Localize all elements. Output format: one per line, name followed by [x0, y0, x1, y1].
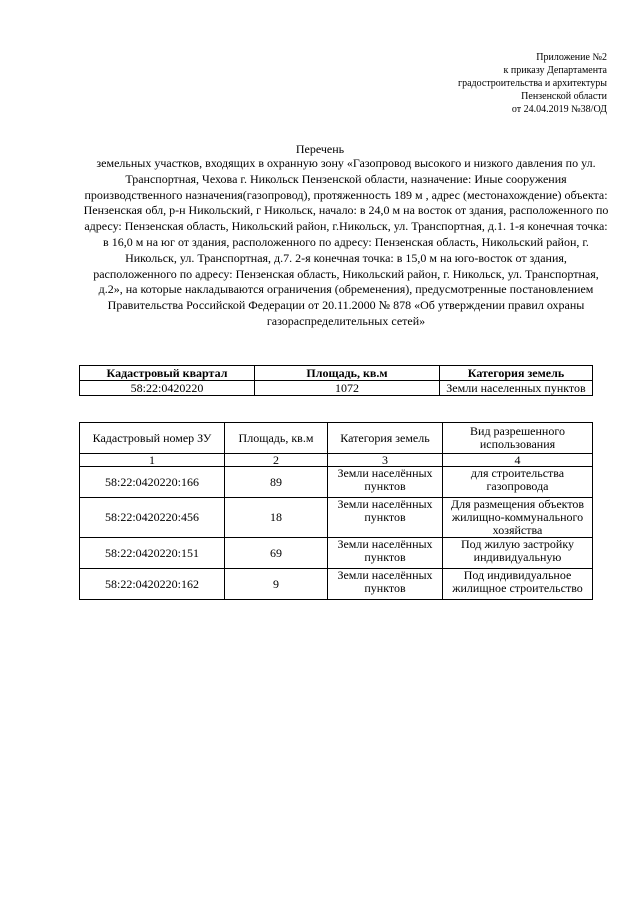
quarter-table: [79, 365, 593, 396]
parcel-number: 58:22:0420220:166: [80, 467, 225, 498]
parcel-use: для строительства газопровода: [443, 467, 593, 498]
column-header: Вид разрешенного использования: [443, 423, 593, 454]
parcel-number: 58:22:0420220:456: [80, 498, 225, 538]
parcel-number: 58:22:0420220:162: [80, 569, 225, 600]
column-number: 1: [80, 454, 225, 467]
table-header-row: [80, 423, 593, 454]
column-header: Кадастровый номер ЗУ: [80, 423, 225, 454]
parcel-use: Под индивидуальное жилищное строительство: [443, 569, 593, 600]
parcel-category: Земли населённых пунктов: [328, 569, 443, 600]
parcel-use: Для размещения объектов жилищно-коммунального хозяйства: [443, 498, 593, 538]
parcel-category: Земли населённых пунктов: [328, 538, 443, 569]
parcels-table: [79, 422, 593, 600]
column-header: Категория земель: [440, 366, 593, 381]
column-header: Площадь, кв.м: [255, 366, 440, 381]
appendix-line: к приказу Департамента: [503, 65, 607, 76]
appendix-line: Пензенской области: [521, 91, 607, 102]
parcel-area: 9: [225, 569, 328, 600]
appendix-line: градостроительства и архитектуры: [458, 78, 607, 89]
table-row: [80, 381, 593, 396]
table-cell: 1072: [255, 381, 440, 396]
table-row: [80, 467, 593, 498]
table-cell: Земли населенных пунктов: [440, 381, 593, 396]
document-description: земельных участков, входящих в охранную зону «Газопровод высокого и низкого давления по ул. Транспортная, Чехова г. Никольск Пензенской области, назначение: Иные сооружения производственного назначения(газопровод), протяженность 189 м , адрес (местонахождение) объекта: Пензенская обл, р-н Никольский, г Никольск, начало: в 24,0 м на восток от здания, расположенного по адресу: Пензенская область, Никольский район, г.Никольск, ул. Транспортная, д.1. 1-я конечная точка: в 16,0 м на юг от здания, расположенного по адресу: Пензенская область, Никольский район, г. Никольск, ул. Транспортная, д.7. 2-я конечная точка: в 15,0 м на юго-восток от здания, расположенного по адресу: Пензенская область, Никольский район, г. Никольск, ул. Транспортная, д.2», на которые накладываются ограничения (обременения), предусмотренные постановлением Правительства Российской Федерации от 20.11.2000 № 878 «Об утверждении правил охраны газораспределительных сетей»: [83, 156, 609, 328]
appendix-block: [347, 51, 607, 116]
appendix-line: Приложение №2: [536, 52, 607, 63]
table-row: [80, 498, 593, 538]
column-header: Категория земель: [328, 423, 443, 454]
parcel-use: Под жилую застройку индивидуальную: [443, 538, 593, 569]
parcel-area: 89: [225, 467, 328, 498]
column-number: 3: [328, 454, 443, 467]
table-cell: 58:22:0420220: [80, 381, 255, 396]
column-number: 2: [225, 454, 328, 467]
table-row: [80, 538, 593, 569]
column-header: Кадастровый квартал: [80, 366, 255, 381]
parcel-area: 69: [225, 538, 328, 569]
parcel-category: Земли населённых пунктов: [328, 498, 443, 538]
column-header: Площадь, кв.м: [225, 423, 328, 454]
document-title: Перечень: [295, 142, 345, 156]
table-header-row: [80, 366, 593, 381]
parcel-area: 18: [225, 498, 328, 538]
column-number: 4: [443, 454, 593, 467]
parcel-category: Земли населённых пунктов: [328, 467, 443, 498]
appendix-line: от 24.04.2019 №38/ОД: [511, 104, 607, 115]
column-number-row: [80, 454, 593, 467]
parcel-number: 58:22:0420220:151: [80, 538, 225, 569]
table-row: [80, 569, 593, 600]
